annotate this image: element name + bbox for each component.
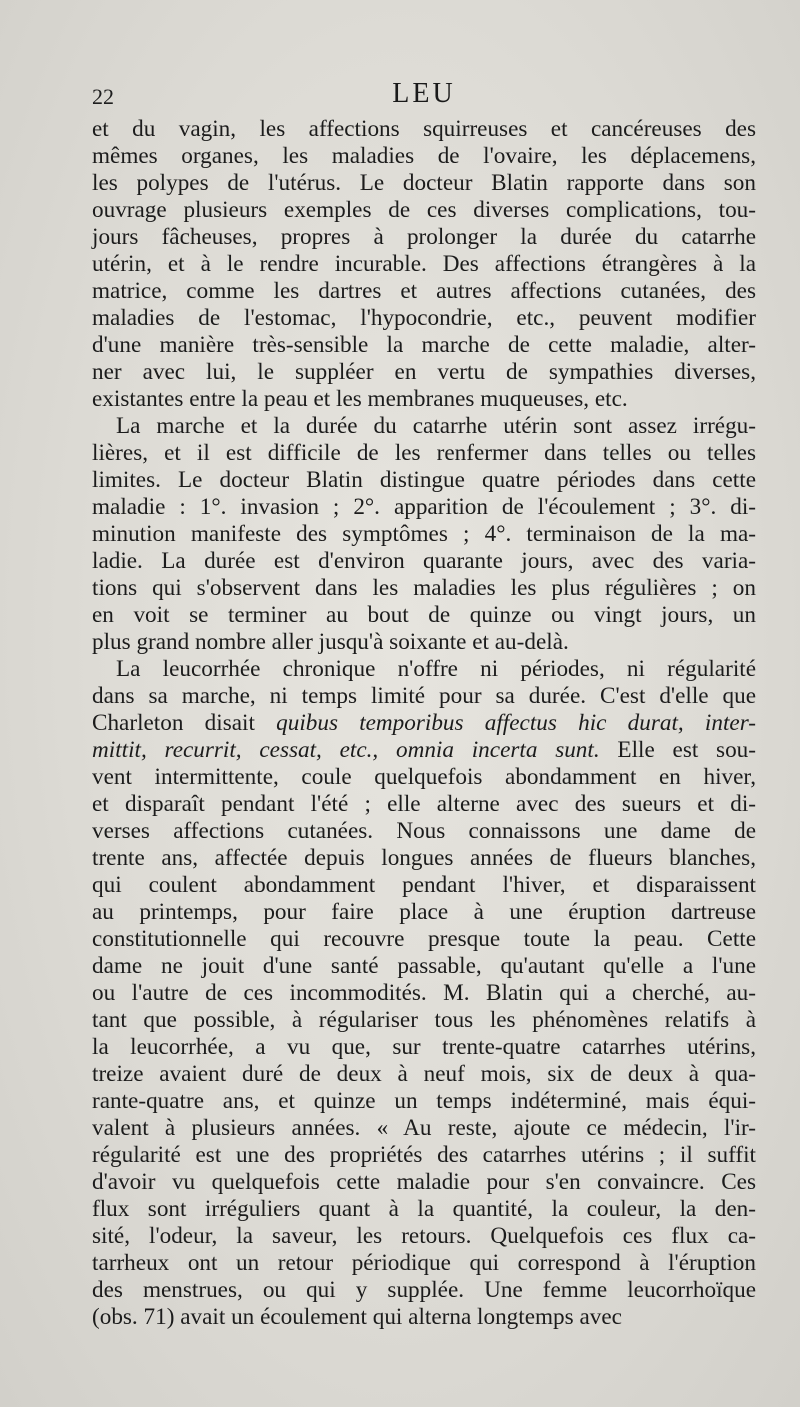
text-line: sité, l'odeur, la saveur, les retours. Quelquefois ces flux ca- — [92, 1223, 756, 1249]
latin-quote: mittit, recurrit, cessat, etc., omnia incerta sunt. — [92, 737, 600, 763]
text-line: matrice, comme les dartres et autres affections cutanées, des — [92, 278, 756, 304]
text-line: au printemps, pour faire place à une éruption dartreuse — [92, 899, 756, 925]
text-line: existantes entre la peau et les membranes muqueuses, etc. — [92, 386, 628, 412]
paragraph — [92, 413, 756, 656]
text-run: Elle est sou- — [599, 737, 756, 763]
body-text — [92, 116, 756, 1331]
text-line: ouvrage plusieurs exemples de ces diverses complications, tou- — [92, 197, 756, 223]
text-line: minution manifeste des symptômes ; 4°. terminaison de la ma- — [92, 521, 756, 547]
text-line: limites. Le docteur Blatin distingue quatre périodes dans cette — [92, 467, 756, 493]
text-line: tant que possible, à régulariser tous les phénomènes relatifs à — [92, 1007, 756, 1033]
text-line: régularité est une des propriétés des catarrhes utérins ; il suffit — [92, 1142, 756, 1168]
text-line: maladie : 1°. invasion ; 2°. apparition de l'écoulement ; 3°. di- — [92, 494, 756, 520]
text-line: La leucorrhée chronique n'offre ni périodes, ni régularité — [116, 656, 756, 682]
text-line: et du vagin, les affections squirreuses et cancéreuses des — [92, 116, 756, 142]
text-line: constitutionnelle qui recouvre presque toute la peau. Cette — [92, 926, 756, 952]
text-line: treize avaient duré de deux à neuf mois, six de deux à qua- — [92, 1061, 756, 1087]
page-number: 22 — [92, 84, 114, 109]
text-line: tarrheux ont un retour périodique qui correspond à l'éruption — [92, 1250, 756, 1276]
text-line: valent à plusieurs années. « Au reste, ajoute ce médecin, l'ir- — [92, 1115, 756, 1141]
text-line — [92, 710, 756, 737]
text-line: utérin, et à le rendre incurable. Des affections étrangères à la — [92, 251, 756, 277]
text-line: La marche et la durée du catarrhe utérin sont assez irrégu- — [116, 413, 756, 439]
text-run: Charleton disait — [92, 710, 277, 736]
text-line: vent intermittente, coule quelquefois abondamment en hiver, — [92, 764, 756, 790]
text-line: dans sa marche, ni temps limité pour sa durée. C'est d'elle que — [92, 683, 756, 709]
text-line: maladies de l'estomac, l'hypocondrie, etc., peuvent modifier — [92, 305, 756, 331]
text-line: en voit se terminer au bout de quinze ou vingt jours, un — [92, 602, 756, 628]
text-line: rante-quatre ans, et quinze un temps indéterminé, mais équi- — [92, 1088, 756, 1114]
text-line: et disparaît pendant l'été ; elle alterne avec des sueurs et di- — [92, 791, 756, 817]
text-line: d'une manière très-sensible la marche de cette maladie, alter- — [92, 332, 756, 358]
text-line: ou l'autre de ces incommodités. M. Blatin qui a cherché, au- — [92, 980, 756, 1006]
text-line: (obs. 71) avait un écoulement qui alterna longtemps avec — [92, 1304, 622, 1330]
text-line: mêmes organes, les maladies de l'ovaire, les déplacemens, — [92, 143, 756, 169]
text-line: d'avoir vu quelquefois cette maladie pour s'en convaincre. Ces — [92, 1169, 756, 1195]
text-line: ner avec lui, le suppléer en vertu de sympathies diverses, — [92, 359, 756, 385]
text-line: lières, et il est difficile de les renfermer dans telles ou telles — [92, 440, 756, 466]
text-line: trente ans, affectée depuis longues années de flueurs blanches, — [92, 845, 756, 871]
latin-quote: quibus temporibus affectus hic durat, inter- — [276, 710, 756, 736]
text-line: les polypes de l'utérus. Le docteur Blatin rapporte dans son — [92, 170, 756, 196]
text-line: des menstrues, ou qui y supplée. Une femme leucorrhoïque — [92, 1277, 756, 1303]
text-line: la leucorrhée, a vu que, sur trente-quatre catarrhes utérins, — [92, 1034, 756, 1060]
running-head: LEU — [392, 78, 456, 109]
paragraph — [92, 656, 756, 1331]
page-header — [92, 78, 756, 114]
text-line: tions qui s'observent dans les maladies les plus régulières ; on — [92, 575, 756, 601]
text-line: dame ne jouit d'une santé passable, qu'autant qu'elle a l'une — [92, 953, 756, 979]
text-line: plus grand nombre aller jusqu'à soixante et au-delà. — [92, 629, 569, 655]
text-line — [92, 737, 756, 764]
paragraph — [92, 116, 756, 413]
text-line: jours fâcheuses, propres à prolonger la durée du catarrhe — [92, 224, 756, 250]
text-line: qui coulent abondamment pendant l'hiver, et disparaissent — [92, 872, 756, 898]
text-line: flux sont irréguliers quant à la quantité, la couleur, la den- — [92, 1196, 756, 1222]
text-line: ladie. La durée est d'environ quarante jours, avec des varia- — [92, 548, 756, 574]
text-line: verses affections cutanées. Nous connaissons une dame de — [92, 818, 756, 844]
